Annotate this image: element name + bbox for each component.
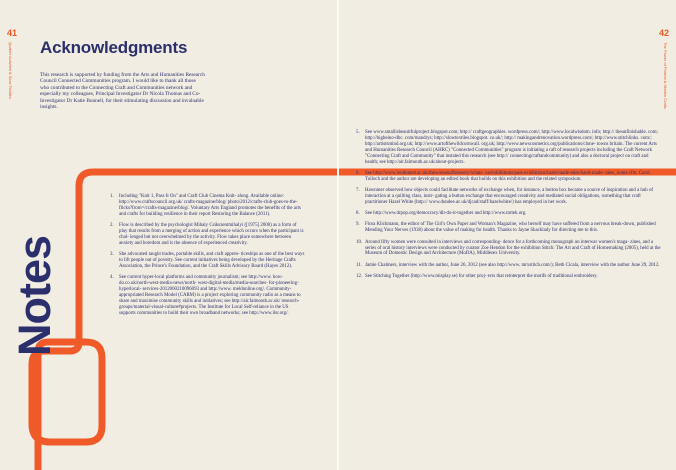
note-number: 7. [356, 188, 360, 194]
note-item [356, 211, 663, 217]
note-text: Hawnmer observed how objects could facilitate networks of exchange when, for instance, a button box became a source of inspiration and a hub of interaction at a quilting class, instr- gating a button exchange that encouraged creativity and mediated social obligations, something that craft practitioner Hazel White (http:// www.dundee.ac.uk/djcad/staff/hazelwhite/) has employed in her work. [365, 188, 654, 205]
note-number: 6. [356, 170, 360, 176]
note-number: 9. [356, 222, 360, 228]
page-number: 41 [7, 28, 18, 38]
note-number: 5. [356, 130, 360, 135]
note-number: 8. [356, 211, 360, 217]
note-text: See current hyper-local platforms and community journalism; see http://www. how-do.co.uk/north-west-media-news/north- west-digital-media/media-searches- for-pioneering-hyperlocal- services-2012060210096093 and http://www. meldonline.org/. Community-appropriated Research Model (CARM) is a project exploring community radio as a means to share and maximise community skills and initiatives; see http://air.falmouth.ac.uk/ research-groups/material-visual-culture#projects. The Institute for Local Self-reliance in the US supports communities to build their own broadband networks; see http://www.ilsr.org/. [119, 275, 301, 316]
note-number: 2. [110, 223, 114, 229]
page-number: 42 [658, 28, 669, 38]
running-title: Quaker Activism & Slow Textiles [8, 42, 13, 99]
acknowledgments-text: This research is supported by funding from the Arts and Humanities Research Council Connected Communities program. I would like to thank all those who contributed to the Connecting Craft and Communities network and especially my colleagues, Principal Investigator Dr Nicola Thomas and Co-Investigator Dr Katie Bunnell, for their stimulating discussion and invaluable insights. [40, 72, 205, 111]
left-page [0, 0, 337, 470]
note-text: She advocated taught trades, portable skills, and craft appren- ticeships as one of the best ways to lift people out of poverty. See current initiatives being developed by the Heritage Crafts Association, the Prince's Foundation, and the Craft Skills Advisory Board (Hayes 2012). [119, 252, 305, 269]
note-text: Flow is described by the psychologist Mihaly Csikszentmihalyi ([1975] 2000) as a form of play that results from a merging of action and experience which occurs when the participant is chal- lenged but not overwhelmed by the activity. Flow takes place somewhere between anxiety and boredom and is the absence of experienced creativity. [119, 223, 304, 246]
note-text: See Stitching Together (http://www.misplay.se) for other proj- ects that reinterpret the motifs of traditional embroidery. [365, 274, 598, 280]
note-item [356, 274, 663, 280]
note-item [110, 194, 306, 218]
note-item [356, 240, 663, 258]
note-item [356, 188, 663, 206]
note-number: 12. [356, 274, 363, 280]
note-item [356, 130, 663, 165]
note-text: Flora Klickmann, the editor of The Girl's Own Paper and Woman's Magazine, who herself may have suffered from a nervous break-down, published Mending Your Nerves (1938) about the value of making for health. Thanks to Jayne Shacklady for directing me to this. [365, 222, 656, 234]
note-item [356, 263, 663, 269]
note-number: 10. [356, 239, 363, 245]
notes-list-right [356, 130, 663, 285]
note-text: Around fifty women were consulted in interviews and corresponding- dence for a forthcoming monograph on interwar women's maga- zines, and a series of oral history interviews were conducted by curator Zoe Hendon for the exhibition Stitch: The Art and Craft of Homemaking (2005), held at the Museum of Domestic Design and Architecture (MoDA), Middlesex University. [365, 239, 661, 257]
note-number: 3. [110, 252, 114, 258]
note-text: Including "Knit 1, Pass It On" and Craft Club Cinema Knit- along. Available online: http://www.craftscouncil.org.uk/ crafts-magazine/blog/ photo/2012/crafts-club-goes-to-the- flicks?from=/crafts-magazine/blog/. Voluntary Arts England promotes the benefits of the arts and crafts for building resilience in their report Restoring the Balance (2011). [119, 194, 301, 217]
note-text: Jamie Chalmers, interview with the author, June 26, 2012 (see also http://www. mrxstitch.com/); Beth Cicala, interview with the author June 29, 2012. [365, 262, 660, 268]
note-item [110, 275, 306, 316]
note-item [110, 252, 306, 270]
note-text: See http://www.drpop.org/democracy/dit-do-it-together and http://www.mrtek.org. [365, 211, 527, 217]
note-item [110, 223, 306, 247]
running-title: The Power of Protest & Hidden Crafts [663, 42, 668, 109]
note-text: See http://www.londonnet.ac.uk/thewomenofbrewery/whats- on/exhibitions/past-exhibitions/hand-made-tales/hand-made- tales_home.cfm. Carol Tulloch and the author are developing an edited book that builds on this exhibition and the related symposium. [365, 170, 650, 182]
note-item [356, 171, 663, 183]
right-page [339, 0, 676, 470]
note-number: 4. [110, 275, 114, 281]
note-item [356, 222, 663, 234]
notes-heading: Notes [9, 235, 60, 356]
notes-list-left [110, 194, 306, 322]
note-number: 1. [110, 194, 114, 199]
note-number: 11. [356, 262, 362, 268]
note-text: See www.smallisbeautifulproject.blogspot.com; http:// craftgeographies. wordpress.com/; http://www.localwisdom. info; http:// theunfinishable. com; http://bigbeino-dbc. com/mandrys; http://slowtextiles.blogspot. co.uk/; http:// makingandrenovation.wordpress.com/; http://www.stitchlinks. com/; http://artistsmind.org.uk; http://www.artofthewildcornwall. org.uk; http://www.newscosmetics.org/publications/clone- towns britain. The current Arts and Humanities Research Council (AHRC) "Connected Communities" program is initiating a raft of research projects including the Craft Network "Connecting Craft and Community" that instated this research (see http:// connectingcraftandcommunity) and also a doctoral project on craft and health; see http://air.falmouth.ac.uk/about-projects. [365, 130, 658, 165]
page-title: Acknowledgments [40, 38, 188, 57]
